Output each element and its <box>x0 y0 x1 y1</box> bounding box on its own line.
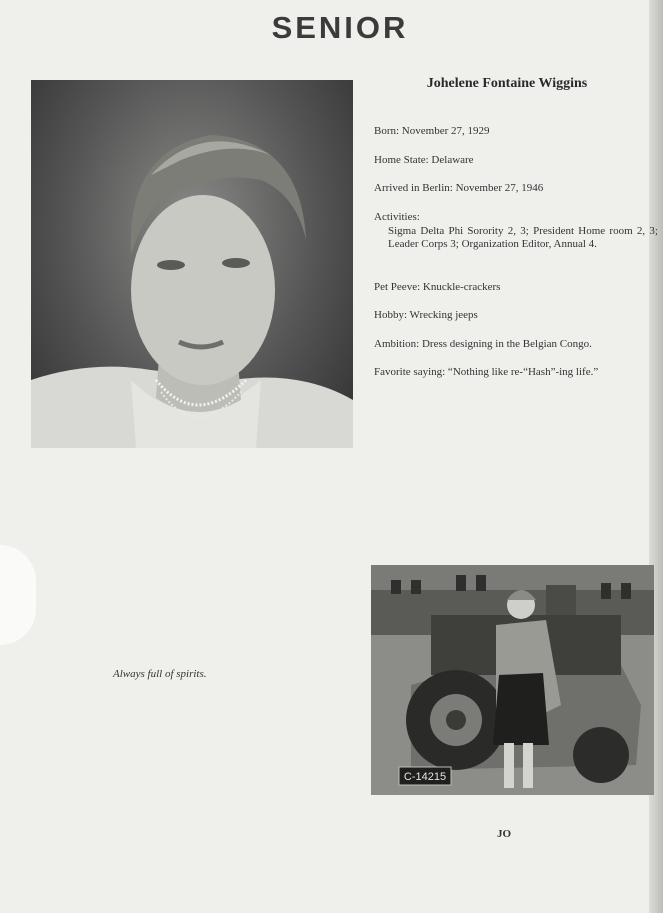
license-plate-text: C-14215 <box>403 771 447 783</box>
jeep-snapshot-photo <box>371 565 654 795</box>
ambition-field: Ambition: Dress designing in the Belgian Congo. <box>374 338 592 350</box>
page-tab-highlight <box>0 545 36 645</box>
arrived-field: Arrived in Berlin: November 27, 1946 <box>374 182 544 194</box>
hobby-field: Hobby: Wrecking jeeps <box>374 309 478 321</box>
student-name: Johelene Fontaine Wiggins <box>426 76 588 91</box>
portrait-photo <box>31 80 353 448</box>
home-state-field: Home State: Delaware <box>374 154 474 166</box>
pet-peeve-field: Pet Peeve: Knuckle-crackers <box>374 281 501 293</box>
snapshot-caption: Always full of spirits. <box>113 668 207 680</box>
activities-list: Sigma Delta Phi Sorority 2, 3; President Home room 2, 3; Leader Corps 3; Organization Editor, Annual 4. <box>388 225 658 250</box>
born-field: Born: November 27, 1929 <box>374 125 490 137</box>
favorite-saying-field: Favorite saying: “Nothing like re-“Hash”-ing life.” <box>374 366 599 378</box>
footer-initials: JO <box>497 828 512 840</box>
activities-label: Activities: <box>374 211 420 223</box>
section-heading: SENIOR <box>271 10 409 45</box>
